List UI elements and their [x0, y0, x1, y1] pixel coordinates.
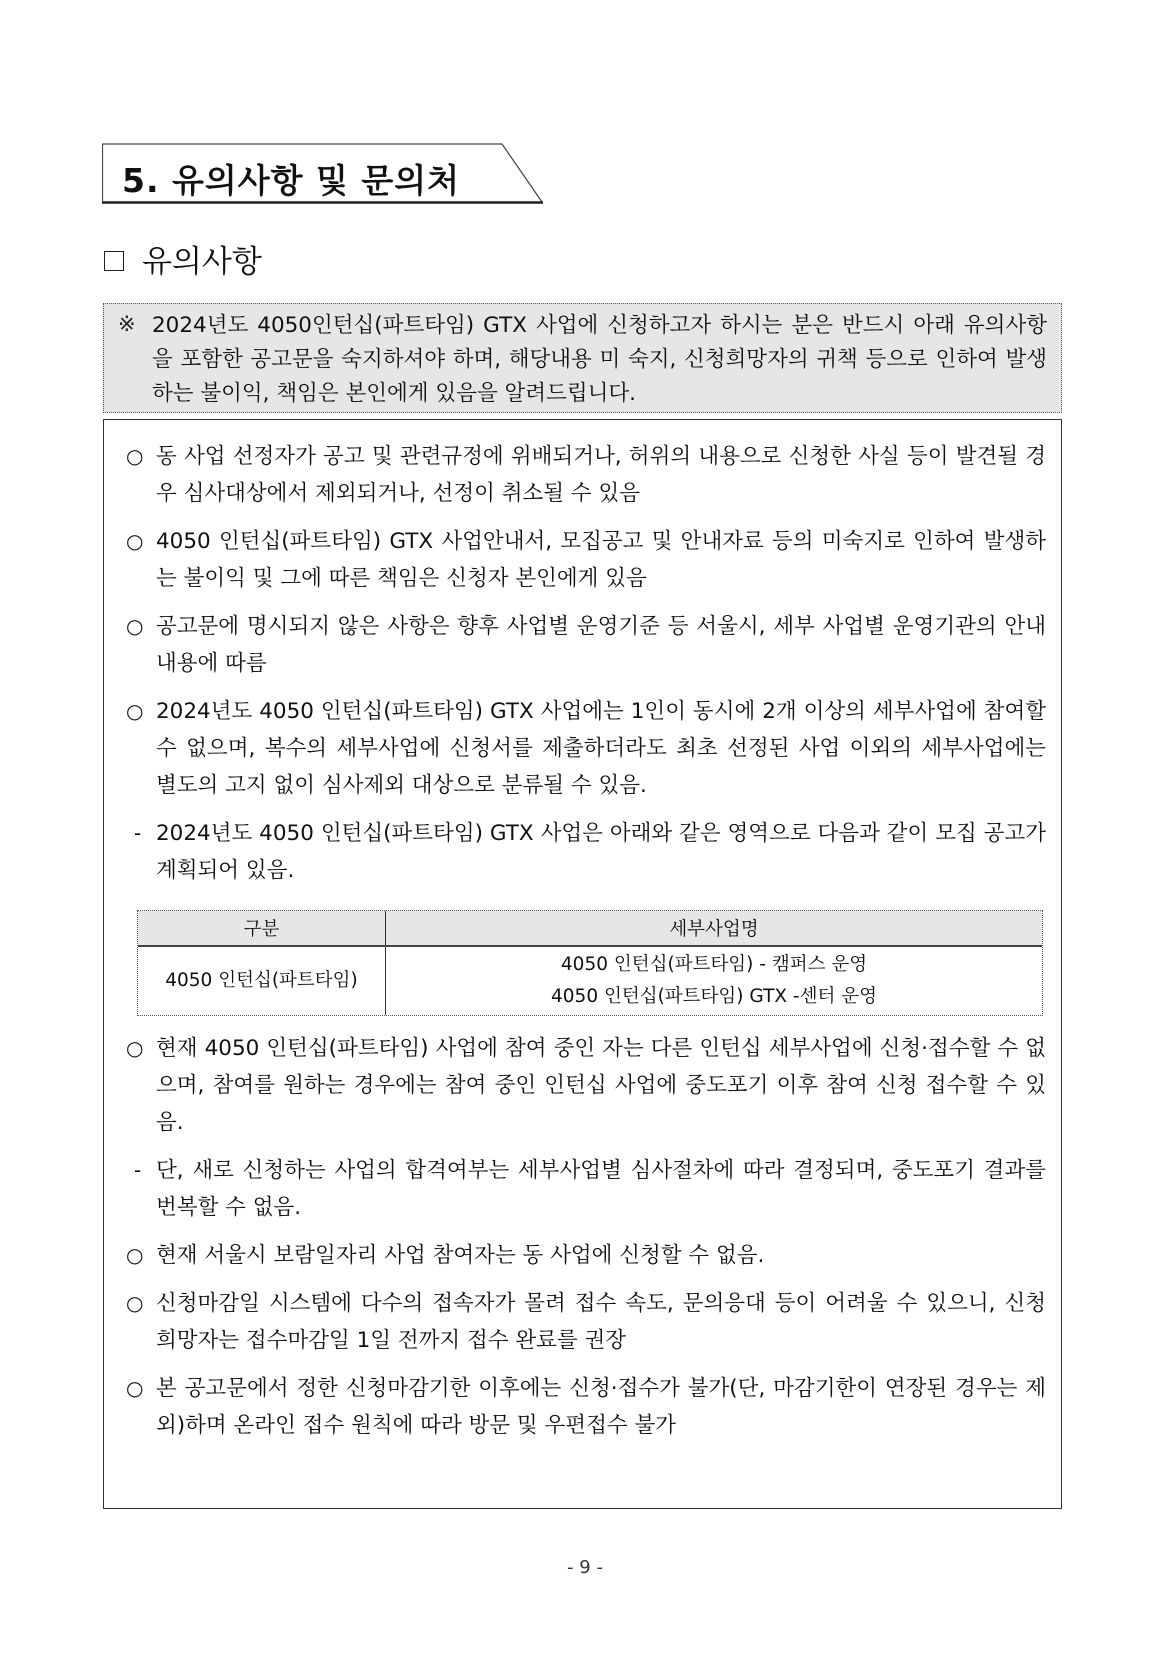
- circle-bullet-icon: ○: [126, 1376, 144, 1400]
- list-item-text: 2024년도 4050 인턴십(파트타임) GTX 사업에는 1인이 동시에 2개 이상의 세부사업에 참여할 수 없으며, 복수의 세부사업에 신청서를 제출하더라도 최초 선정된 사업 이외의 세부사업에는 별도의 고지 없이 심사제외 대상으로 분류될 수 있음.: [156, 699, 1046, 798]
- list-item-text: 2024년도 4050 인턴십(파트타임) GTX 사업은 아래와 같은 영역으로 다음과 같이 모집 공고가 계획되어 있음.: [156, 821, 1046, 883]
- subheading-label: 유의사항: [142, 244, 262, 280]
- list-item-text: 공고문에 명시되지 않은 사항은 향후 사업별 운영기준 등 서울시, 세부 사업별 운영기관의 안내 내용에 따름: [156, 614, 1046, 676]
- list-item: [126, 1237, 1046, 1274]
- table-cell-category: 4050 인턴십(파트타임): [138, 946, 386, 1015]
- list-item-text: 동 사업 선정자가 공고 및 관련규정에 위배되거나, 허위의 내용으로 신청한 사실 등이 발견될 경우 심사대상에서 제외되거나, 선정이 취소될 수 있음: [156, 444, 1046, 506]
- list-item: [126, 1285, 1046, 1359]
- list-item-text: 단, 새로 신청하는 사업의 합격여부는 세부사업별 심사절차에 따라 결정되며, 중도포기 결과를 번복할 수 없음.: [156, 1158, 1046, 1220]
- reference-mark-icon: ※: [118, 312, 136, 336]
- table-header-row: [138, 911, 1042, 946]
- circle-bullet-icon: ○: [126, 1243, 144, 1267]
- list-subitem: [126, 1152, 1046, 1226]
- column-header-project-name: 세부사업명: [386, 911, 1043, 946]
- list-item: [126, 523, 1046, 597]
- section-header: [102, 143, 570, 209]
- project-name: 4050 인턴십(파트타임) GTX -센터 운영: [551, 986, 877, 1007]
- column-header-category: 구분: [138, 911, 386, 946]
- list-subitem: [126, 815, 1046, 889]
- dash-bullet-icon: -: [134, 1158, 142, 1182]
- circle-bullet-icon: ○: [126, 699, 144, 723]
- table-cell-projects: [386, 946, 1043, 1015]
- projects-table: [137, 910, 1043, 1016]
- page-number: - 9 -: [567, 1557, 603, 1578]
- dash-bullet-icon: -: [134, 821, 142, 845]
- circle-bullet-icon: ○: [126, 1036, 144, 1060]
- section-title: 5. 유의사항 및 문의처: [122, 161, 460, 200]
- list-item: [126, 608, 1046, 682]
- notice-box: [103, 303, 1062, 413]
- circle-bullet-icon: ○: [126, 529, 144, 553]
- subheading: [104, 236, 262, 281]
- table-row: [138, 946, 1042, 1015]
- notice-text: 2024년도 4050인턴십(파트타임) GTX 사업에 신청하고자 하시는 분은 반드시 아래 유의사항을 포함한 공고문을 숙지하셔야 하며, 해당내용 미 숙지, 신청희망자의 귀책 등으로 인하여 발생하는 불이익, 책임은 본인에게 있음을 알려드립니다.: [152, 313, 1047, 406]
- list-item: [126, 1370, 1046, 1444]
- circle-bullet-icon: ○: [126, 1291, 144, 1315]
- precautions-box: [103, 419, 1062, 1509]
- list-item: [126, 693, 1046, 804]
- circle-bullet-icon: ○: [126, 444, 144, 468]
- list-item-text: 본 공고문에서 정한 신청마감기한 이후에는 신청·접수가 불가(단, 마감기한이 연장된 경우는 제외)하며 온라인 접수 원칙에 따라 방문 및 우편접수 불가: [156, 1376, 1046, 1438]
- checkbox-square-icon: [104, 251, 124, 271]
- list-item-text: 4050 인턴십(파트타임) GTX 사업안내서, 모집공고 및 안내자료 등의 미숙지로 인하여 발생하는 불이익 및 그에 따른 책임은 신청자 본인에게 있음: [156, 529, 1046, 591]
- project-name: 4050 인턴십(파트타임) - 캠퍼스 운영: [560, 954, 868, 975]
- circle-bullet-icon: ○: [126, 614, 144, 638]
- list-item-text: 신청마감일 시스템에 다수의 접속자가 몰려 접수 속도, 문의응대 등이 어려울 수 있으니, 신청 희망자는 접수마감일 1일 전까지 접수 완료를 권장: [156, 1291, 1046, 1353]
- list-item-text: 현재 4050 인턴십(파트타임) 사업에 참여 중인 자는 다른 인턴십 세부사업에 신청·접수할 수 없으며, 참여를 원하는 경우에는 참여 중인 인턴십 사업에 중도포기 이후 참여 신청 접수할 수 있음.: [156, 1036, 1046, 1135]
- list-item-text: 현재 서울시 보람일자리 사업 참여자는 동 사업에 신청할 수 없음.: [156, 1243, 765, 1268]
- list-item: [126, 438, 1046, 512]
- list-item: [126, 1030, 1046, 1141]
